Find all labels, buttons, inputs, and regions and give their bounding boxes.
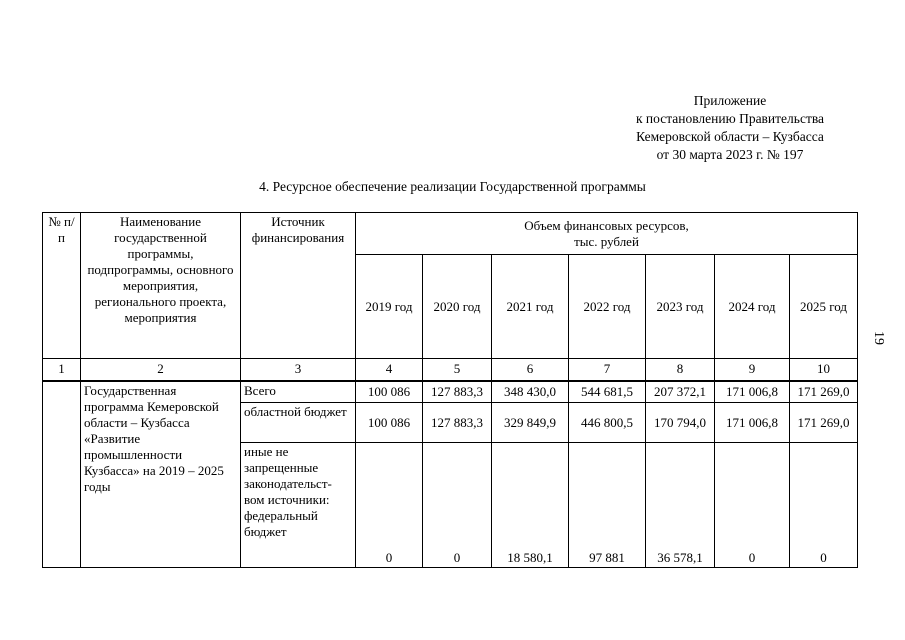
amount-cell: 329 849,9 [492, 403, 569, 443]
amount-cell: 544 681,5 [569, 381, 646, 403]
amount-cell: 0 [790, 443, 858, 568]
column-index-row [43, 359, 858, 381]
column-index-cell: 5 [423, 359, 492, 381]
column-index-cell: 6 [492, 359, 569, 381]
amount-cell: 171 006,8 [715, 403, 790, 443]
header-row [43, 213, 858, 255]
amount-cell: 0 [356, 443, 423, 568]
amount-cell: 171 269,0 [790, 381, 858, 403]
amount-cell: 0 [423, 443, 492, 568]
header-year: 2020 год [423, 255, 492, 359]
column-index-cell: 7 [569, 359, 646, 381]
header-volume-line1: Объем финансовых ресурсов, [524, 217, 689, 233]
header-year: 2022 год [569, 255, 646, 359]
amount-cell: 446 800,5 [569, 403, 646, 443]
funding-source: Всего [241, 381, 356, 403]
amount-cell: 127 883,3 [423, 403, 492, 443]
resource-table [42, 212, 858, 568]
amount-cell: 18 580,1 [492, 443, 569, 568]
section-title: 4. Ресурсное обеспечение реализации Государственной программы [259, 179, 646, 194]
amount-cell: 170 794,0 [646, 403, 715, 443]
amount-cell: 36 578,1 [646, 443, 715, 568]
appendix-line: Приложение [693, 93, 767, 108]
appendix-line: Кемеровской области – Кузбасса [636, 129, 824, 144]
appendix-line: от 30 марта 2023 г. № 197 [656, 147, 804, 162]
amount-cell: 171 006,8 [715, 381, 790, 403]
header-num: № п/п [43, 213, 81, 359]
column-index-cell: 10 [790, 359, 858, 381]
column-index-cell: 1 [43, 359, 81, 381]
program-num [43, 381, 81, 568]
header-year: 2021 год [492, 255, 569, 359]
column-index-cell: 3 [241, 359, 356, 381]
column-index-cell: 4 [356, 359, 423, 381]
amount-cell: 127 883,3 [423, 381, 492, 403]
header-volume [356, 213, 858, 255]
appendix-block [560, 92, 900, 164]
column-index-cell: 8 [646, 359, 715, 381]
amount-cell: 100 086 [356, 403, 423, 443]
appendix-line: к постановлению Правительства [635, 111, 825, 126]
header-source: Источник финансирования [241, 213, 356, 359]
amount-cell: 0 [715, 443, 790, 568]
header-volume-line2: тыс. рублей [574, 233, 639, 249]
data-row [43, 381, 858, 403]
header-year: 2023 год [646, 255, 715, 359]
header-year: 2024 год [715, 255, 790, 359]
page-number: 19 [871, 331, 886, 345]
program-name: Государственная программа Кемеровской области – Кузбасса «Развитие промышленности Кузбасса» на 2019 – 2025 годы [81, 381, 241, 568]
amount-cell: 207 372,1 [646, 381, 715, 403]
funding-source: областной бюджет [241, 403, 356, 443]
header-year: 2025 год [790, 255, 858, 359]
funding-source: иные не запрещенные законодательст-вом источники: федеральный бюджет [241, 443, 356, 568]
amount-cell: 348 430,0 [492, 381, 569, 403]
header-name: Наименование государственной программы, подпрограммы, основного мероприятия, регионального проекта, мероприятия [81, 213, 241, 359]
amount-cell: 171 269,0 [790, 403, 858, 443]
column-index-cell: 9 [715, 359, 790, 381]
amount-cell: 100 086 [356, 381, 423, 403]
column-index-cell: 2 [81, 359, 241, 381]
amount-cell: 97 881 [569, 443, 646, 568]
header-year: 2019 год [356, 255, 423, 359]
